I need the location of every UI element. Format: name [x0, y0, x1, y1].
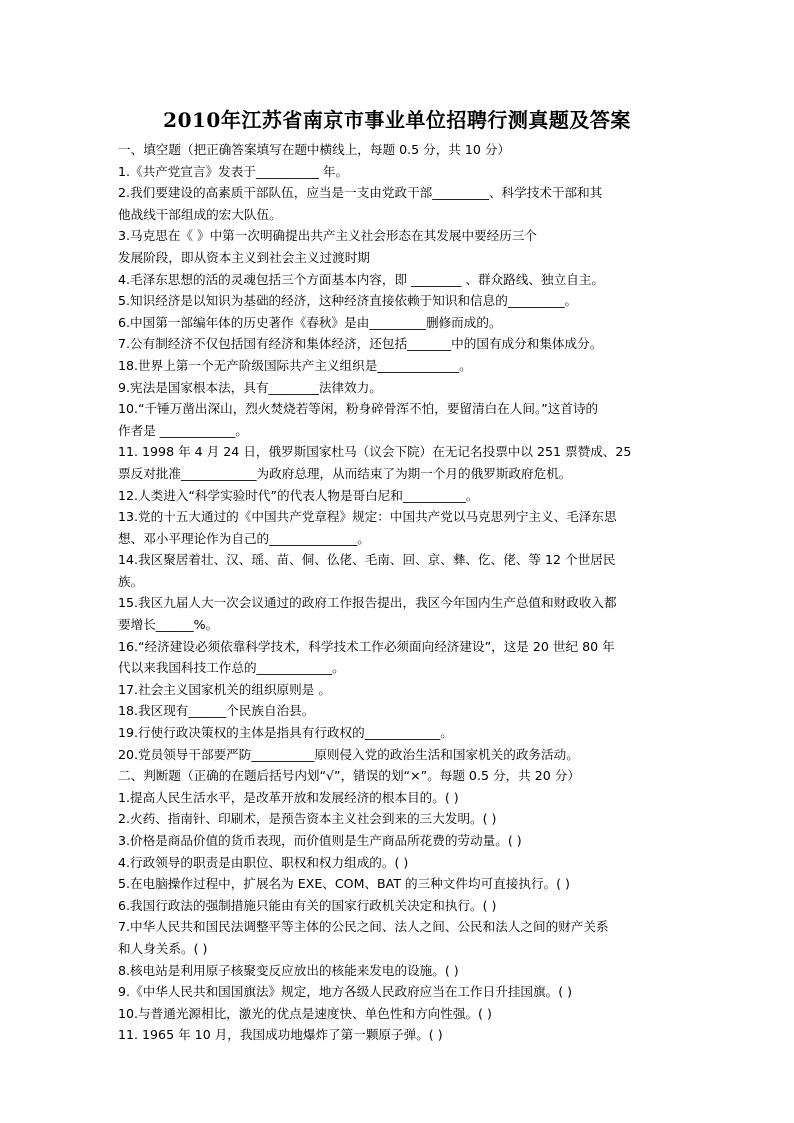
text-line: 4.毛泽东思想的活的灵魂包括三个方面基本内容，即 ________ 、群众路线、独立自主。 — [118, 271, 604, 287]
text-line: 和人身关系。( ) — [118, 940, 208, 956]
text-line: 10.与普通光源相比，激光的优点是速度快、单色性和方向性强。( ) — [118, 1005, 492, 1021]
text-line: 发展阶段，即从资本主义到社会主义过渡时期 — [118, 249, 370, 265]
text-line: 8.核电站是利用原子核聚变反应放出的核能来发电的设施。( ) — [118, 962, 459, 978]
text-line: 5.知识经济是以知识为基础的经济，这种经济直接依赖于知识和信息的_________。 — [118, 293, 578, 309]
text-line: 18.世界上第一个无产阶级国际共产主义组织是_____________。 — [118, 357, 472, 373]
text-line: 13.党的十五大通过的《中国共产党章程》规定：中国共产党以马克思列宁主义、毛泽东思 — [118, 509, 617, 525]
text-line: 族。 — [118, 573, 144, 589]
text-line: 二、判断题（正确的在题后括号内划“√”，错误的划“×”。每题 0.5 分，共 20 分） — [118, 768, 580, 784]
text-line: 3.马克思在《 》中第一次明确提出共产主义社会形态在其发展中要经历三个 — [118, 228, 538, 244]
text-line: 3.价格是商品价值的货币表现，而价值则是生产商品所花费的劳动量。( ) — [118, 833, 522, 848]
text-line: 9.《中华人民共和国国旗法》规定，地方各级人民政府应当在工作日升挂国旗。( ) — [118, 984, 573, 1000]
document-body — [118, 139, 678, 1046]
text-line: 20.党员领导干部要严防__________原则侵入党的政治生活和国家机关的政务活动。 — [118, 746, 579, 762]
text-line: 想、邓小平理论作为自己的______________。 — [118, 530, 370, 546]
text-line: 12.人类进入“科学实验时代”的代表人物是哥白尼和__________。 — [118, 487, 479, 503]
text-line: 票反对批准____________为政府总理，从而结束了为期一个月的俄罗斯政府危机。 — [118, 465, 572, 481]
text-line: 2.火药、指南针、印刷术，是预告资本主义社会到来的三大发明。( ) — [118, 811, 497, 827]
text-line: 5.在电脑操作过程中，扩展名为 EXE、COM、BAT 的三种文件均可直接执行。( ) — [118, 876, 570, 892]
text-line: 7.中华人民共和国民法调整平等主体的公民之间、法人之间、公民和法人之间的财产关系 — [118, 919, 609, 935]
text-line: 19.行使行政决策权的主体是指具有行政权的____________。 — [118, 725, 453, 741]
text-line: 6.中国第一部编年体的历史著作《春秋》是由_________删修而成的。 — [118, 314, 502, 330]
text-line: 代以来我国科技工作总的____________。 — [118, 660, 345, 676]
text-line: 14.我区聚居着壮、汉、瑶、苗、侗、仫佬、毛南、回、京、彝、仡、佬、等 12 个世居民 — [118, 552, 616, 568]
text-line: 一、填空题（把正确答案填写在题中横线上，每题 0.5 分，共 10 分） — [118, 142, 511, 157]
text-line: 7.公有制经济不仅包括国有经济和集体经济，还包括_______中的国有成分和集体成分。 — [118, 336, 603, 352]
text-line: 16.“经济建设必须依靠科学技术，科学技术工作必须面向经济建设”，这是 20 世纪 80 年 — [118, 638, 615, 654]
text-line: 2.我们要建设的高素质干部队伍，应当是一支由党政干部_________、科学技术干部和其 — [118, 185, 603, 201]
text-line: 18.我区现有______个民族自治县。 — [118, 703, 315, 719]
text-line: 他战线干部组成的宏大队伍。 — [118, 206, 282, 222]
text-line: 1.提高人民生活水平，是改革开放和发展经济的根本目的。( ) — [118, 789, 459, 805]
document-title: 2010年江苏省南京市事业单位招聘行测真题及答案 — [163, 108, 631, 132]
text-line: 11. 1998 年 4 月 24 日，俄罗斯国家杜马（议会下院）在无记名投票中以 251 票赞成、25 — [118, 444, 632, 460]
text-line: 要增长______%。 — [118, 617, 219, 633]
text-line: 4.行政领导的职责是由职位、职权和权力组成的。( ) — [118, 854, 409, 870]
text-line: 1.《共产党宣言》发表于__________ 年。 — [118, 163, 349, 179]
text-line: 11. 1965 年 10 月，我国成功地爆炸了第一颗原子弹。( ) — [118, 1027, 443, 1043]
text-line: 6.我国行政法的强制措施只能由有关的国家行政机关决定和执行。( ) — [118, 897, 497, 913]
text-line: 9.宪法是国家根本法，具有________法律效力。 — [118, 379, 382, 395]
text-line: 作者是 ____________。 — [118, 422, 248, 438]
text-line: 10.“千锤万凿出深山，烈火焚烧若等闲，粉身碎骨浑不怕，要留清白在人间。”这首诗的 — [118, 401, 599, 417]
text-line: 15.我区九届人大一次会议通过的政府工作报告提出，我区今年国内生产总值和财政收入都 — [118, 595, 617, 611]
text-line: 17.社会主义国家机关的组织原则是 。 — [118, 681, 331, 697]
